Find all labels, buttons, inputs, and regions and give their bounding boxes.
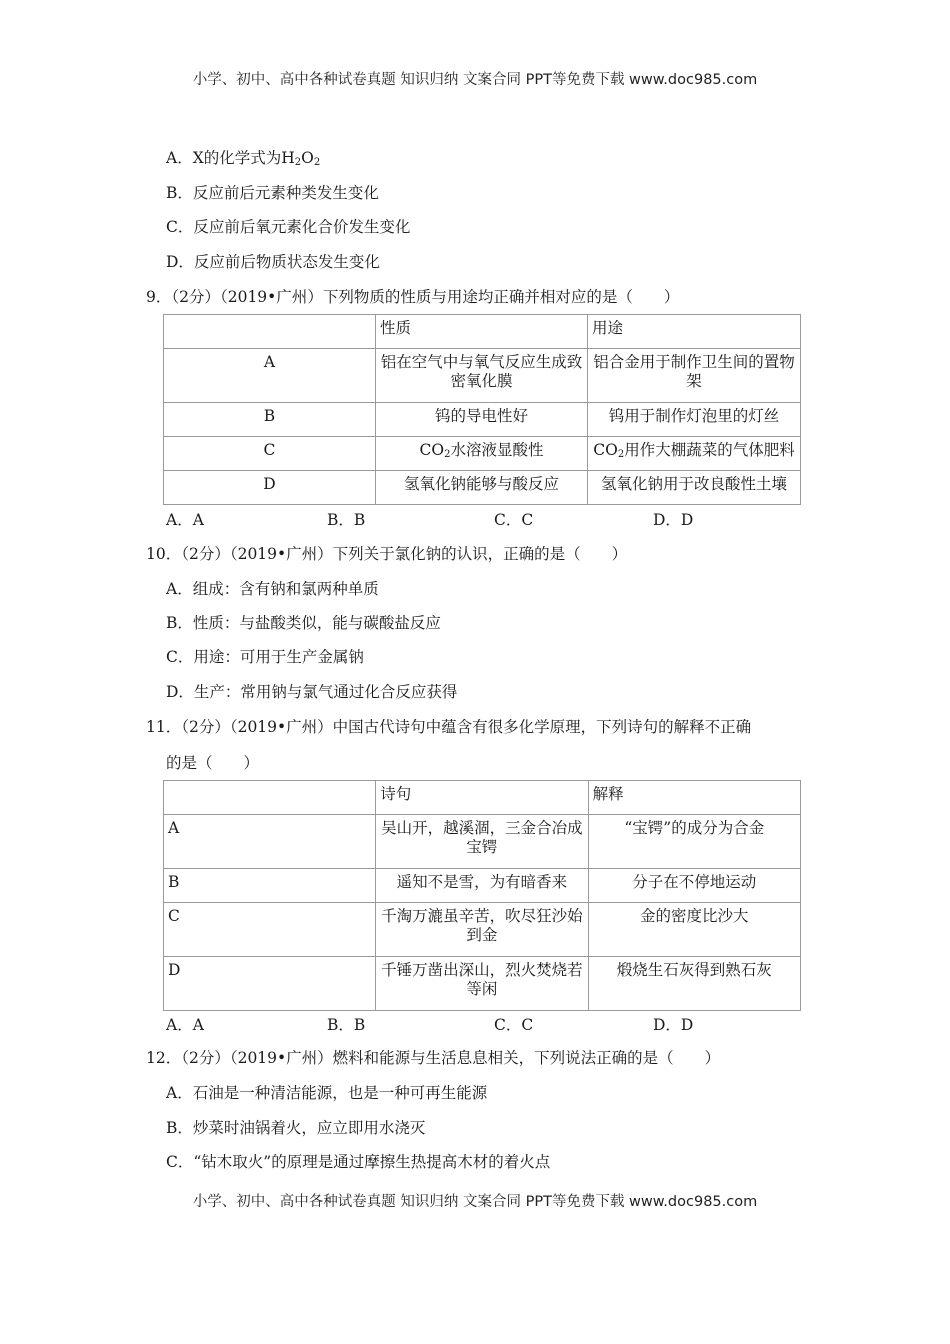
q8-option-b: B．反应前后元素种类发生变化 — [166, 184, 379, 202]
q12-option-c: C．“钻木取火”的原理是通过摩擦生热提高木材的着火点 — [166, 1153, 551, 1171]
table-row — [164, 437, 801, 471]
answer-option-d: D．D — [653, 1016, 694, 1034]
property-cell — [375, 437, 587, 471]
table-header-row — [164, 781, 801, 815]
table-header-cell: 解释 — [588, 781, 800, 815]
table-header-row — [164, 315, 801, 349]
q9-stem: 9．（2分）（2019•广州）下列物质的性质与用途均正确并相对应的是（ ） — [146, 288, 680, 306]
answer-option-b: B．B — [327, 1016, 366, 1034]
q8-option-a — [166, 146, 320, 168]
q11-answer-options — [166, 1013, 806, 1033]
explain-cell: “宝锷”的成分为合金 — [588, 815, 800, 869]
q10-option-b: B．性质：与盐酸类似，能与碳酸盐反应 — [166, 614, 441, 632]
q12-option-b: B．炒菜时油锅着火，应立即用水浇灭 — [166, 1119, 426, 1137]
page-header: 小学、初中、高中各种试卷真题 知识归纳 文案合同 PPT等免费下载 www.doc985.com — [192, 72, 758, 88]
q8-option-a-sub1: 2 — [294, 157, 302, 168]
property-cell: 氢氧化钠能够与酸反应 — [375, 471, 587, 505]
table-header-cell: 诗句 — [376, 781, 588, 815]
row-label: A — [164, 815, 376, 869]
formula-subscript: 2 — [617, 449, 625, 460]
row-label: D — [164, 471, 376, 505]
answer-option-c: C．C — [494, 1016, 534, 1034]
row-label: A — [164, 349, 376, 403]
row-label: D — [164, 957, 376, 1011]
table-row — [164, 471, 801, 505]
explain-cell: 煅烧生石灰得到熟石灰 — [588, 957, 800, 1011]
table-header-cell: 性质 — [375, 315, 587, 349]
row-label: B — [164, 403, 376, 437]
formula-text: CO — [593, 441, 618, 459]
formula-subscript: 2 — [444, 449, 451, 460]
q8-option-a-sub2: 2 — [313, 157, 321, 168]
explain-cell: 金的密度比沙大 — [588, 903, 800, 957]
use-cell — [588, 437, 801, 471]
q12-option-a: A．石油是一种清洁能源，也是一种可再生能源 — [166, 1084, 488, 1102]
poem-cell: 吴山开，越溪涸，三金合冶成宝锷 — [376, 815, 588, 869]
table-row — [164, 869, 801, 903]
q12-stem: 12．（2分）（2019•广州）燃料和能源与生活息息相关，下列说法正确的是（ ） — [146, 1049, 721, 1067]
q11-table — [163, 780, 801, 1011]
row-label: C — [164, 903, 376, 957]
table-row — [164, 403, 801, 437]
q8-option-c: C．反应前后氧元素化合价发生变化 — [166, 218, 411, 236]
q11-stem: 11．（2分）（2019•广州）中国古代诗句中蕴含有很多化学原理，下列诗句的解释不正确 — [146, 718, 752, 736]
table-row — [164, 957, 801, 1011]
q10-option-a: A．组成：含有钠和氯两种单质 — [166, 580, 379, 598]
answer-option-d: D．D — [653, 511, 694, 529]
poem-cell: 千淘万漉虽辛苦，吹尽狂沙始到金 — [376, 903, 588, 957]
q10-option-d: D．生产：常用钠与氯气通过化合反应获得 — [166, 683, 458, 701]
use-cell: 氢氧化钠用于改良酸性土壤 — [588, 471, 801, 505]
answer-option-a: A．A — [166, 511, 204, 529]
table-row — [164, 815, 801, 869]
use-cell: 钨用于制作灯泡里的灯丝 — [588, 403, 801, 437]
table-header-cell — [164, 781, 376, 815]
q8-option-d: D．反应前后物质状态发生变化 — [166, 253, 380, 271]
row-label: B — [164, 869, 376, 903]
property-text: 水溶液显酸性 — [450, 441, 544, 459]
table-row — [164, 349, 801, 403]
formula-text: CO — [419, 441, 445, 459]
use-text: 用作大棚蔬菜的气体肥料 — [624, 441, 795, 459]
q9-table — [163, 314, 801, 505]
page-footer: 小学、初中、高中各种试卷真题 知识归纳 文案合同 PPT等免费下载 www.doc985.com — [192, 1194, 758, 1210]
answer-option-c: C．C — [494, 511, 534, 529]
property-cell: 铝在空气中与氧气反应生成致密氧化膜 — [375, 349, 587, 403]
table-header-cell — [164, 315, 376, 349]
property-cell: 钨的导电性好 — [375, 403, 587, 437]
use-cell: 铝合金用于制作卫生间的置物架 — [588, 349, 801, 403]
table-row — [164, 903, 801, 957]
answer-option-b: B．B — [327, 511, 366, 529]
q8-option-a-text: A．X的化学式为H — [166, 149, 295, 167]
poem-cell: 千锤万凿出深山，烈火焚烧若等闲 — [376, 957, 588, 1011]
row-label: C — [164, 437, 376, 471]
poem-cell: 遥知不是雪，为有暗香来 — [376, 869, 588, 903]
q8-option-a-mid: O — [301, 149, 314, 167]
table-header-cell: 用途 — [588, 315, 801, 349]
q9-answer-options — [166, 508, 806, 528]
q10-option-c: C．用途：可用于生产金属钠 — [166, 648, 364, 666]
q10-stem: 10．（2分）（2019•广州）下列关于氯化钠的认识，正确的是（ ） — [146, 545, 628, 563]
answer-option-a: A．A — [166, 1016, 204, 1034]
q11-stem-continued: 的是（ ） — [166, 754, 260, 772]
explain-cell: 分子在不停地运动 — [588, 869, 800, 903]
